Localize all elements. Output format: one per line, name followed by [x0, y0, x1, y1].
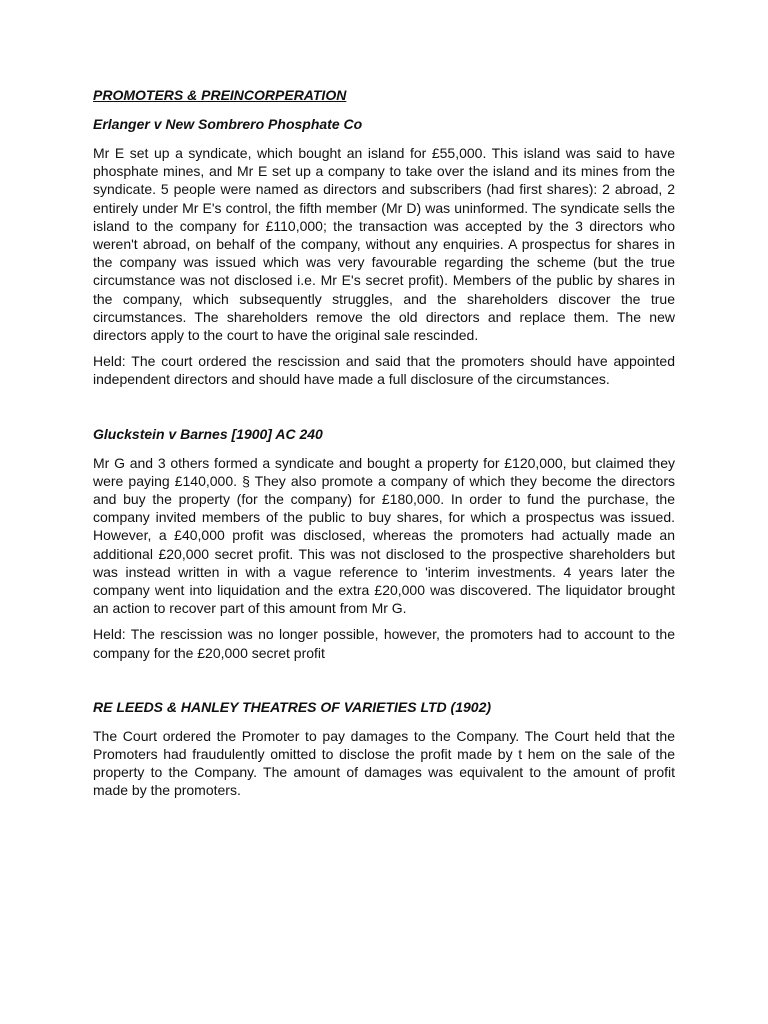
case-held: Held: The court ordered the rescission and said that the promoters should have appointed independent directors and should have made a full disclosure of the circumstances. [93, 353, 675, 388]
case-heading: Gluckstein v Barnes [1900] AC 240 [93, 425, 323, 442]
document-page [93, 86, 675, 800]
case-facts: Mr G and 3 others formed a syndicate and bought a property for £120,000, but claimed they were paying £140,000. § They also promote a company of which they become the directors and buy the property (for the company) for £180,000. In order to fund the purchase, the company invited members of the public to buy shares, for which a prospectus was issued. However, a £40,000 profit was disclosed, whereas the promoters had actually made an additional £20,000 secret profit. This was not disclosed to the prospective shareholders but was instead written in with a vague reference to 'interim investments. 4 years later the company went into liquidation and the extra £20,000 was discovered. The liquidator brought an action to recover part of this amount from Mr G. [93, 454, 675, 617]
case-gluckstein [93, 425, 675, 662]
case-facts: Mr E set up a syndicate, which bought an island for £55,000. This island was said to have phosphate mines, and Mr E set up a company to take over the island and its mines from the syndicate. 5 people were named as directors and subscribers (had first shares): 2 abroad, 2 entirely under Mr E's control, the fifth member (Mr D) was uninformed. The syndicate sells the island to the company for £110,000; the transaction was accepted by the 3 directors who weren't abroad, on behalf of the company, without any enquiries. A prospectus for shares in the company was issued which was very favourable regarding the scheme (but the true circumstance was not disclosed i.e. Mr E's secret profit). Members of the public by shares in the company, which subsequently struggles, and the shareholders discover the true circumstances. The shareholders remove the old directors and replace them. The new directors apply to the court to have the original sale rescinded. [93, 145, 675, 344]
case-leeds-hanley [93, 698, 675, 800]
case-heading: Erlanger v New Sombrero Phosphate Co [93, 116, 363, 132]
case-heading: RE LEEDS & HANLEY THEATRES OF VARIETIES LTD (1902) [93, 698, 492, 715]
case-held: Held: The rescission was no longer possible, however, the promoters had to account to the company for the £20,000 secret profit [93, 626, 675, 661]
case-facts: The Court ordered the Promoter to pay damages to the Company. The Court held that the Promoters had fraudulently omitted to disclose the profit made by t hem on the sale of the property to the Company. The amount of damages was equivalent to the amount of profit made by the promoters. [93, 727, 675, 799]
document-title: PROMOTERS & PREINCORPERATION [93, 87, 347, 103]
case-erlanger [93, 115, 675, 389]
